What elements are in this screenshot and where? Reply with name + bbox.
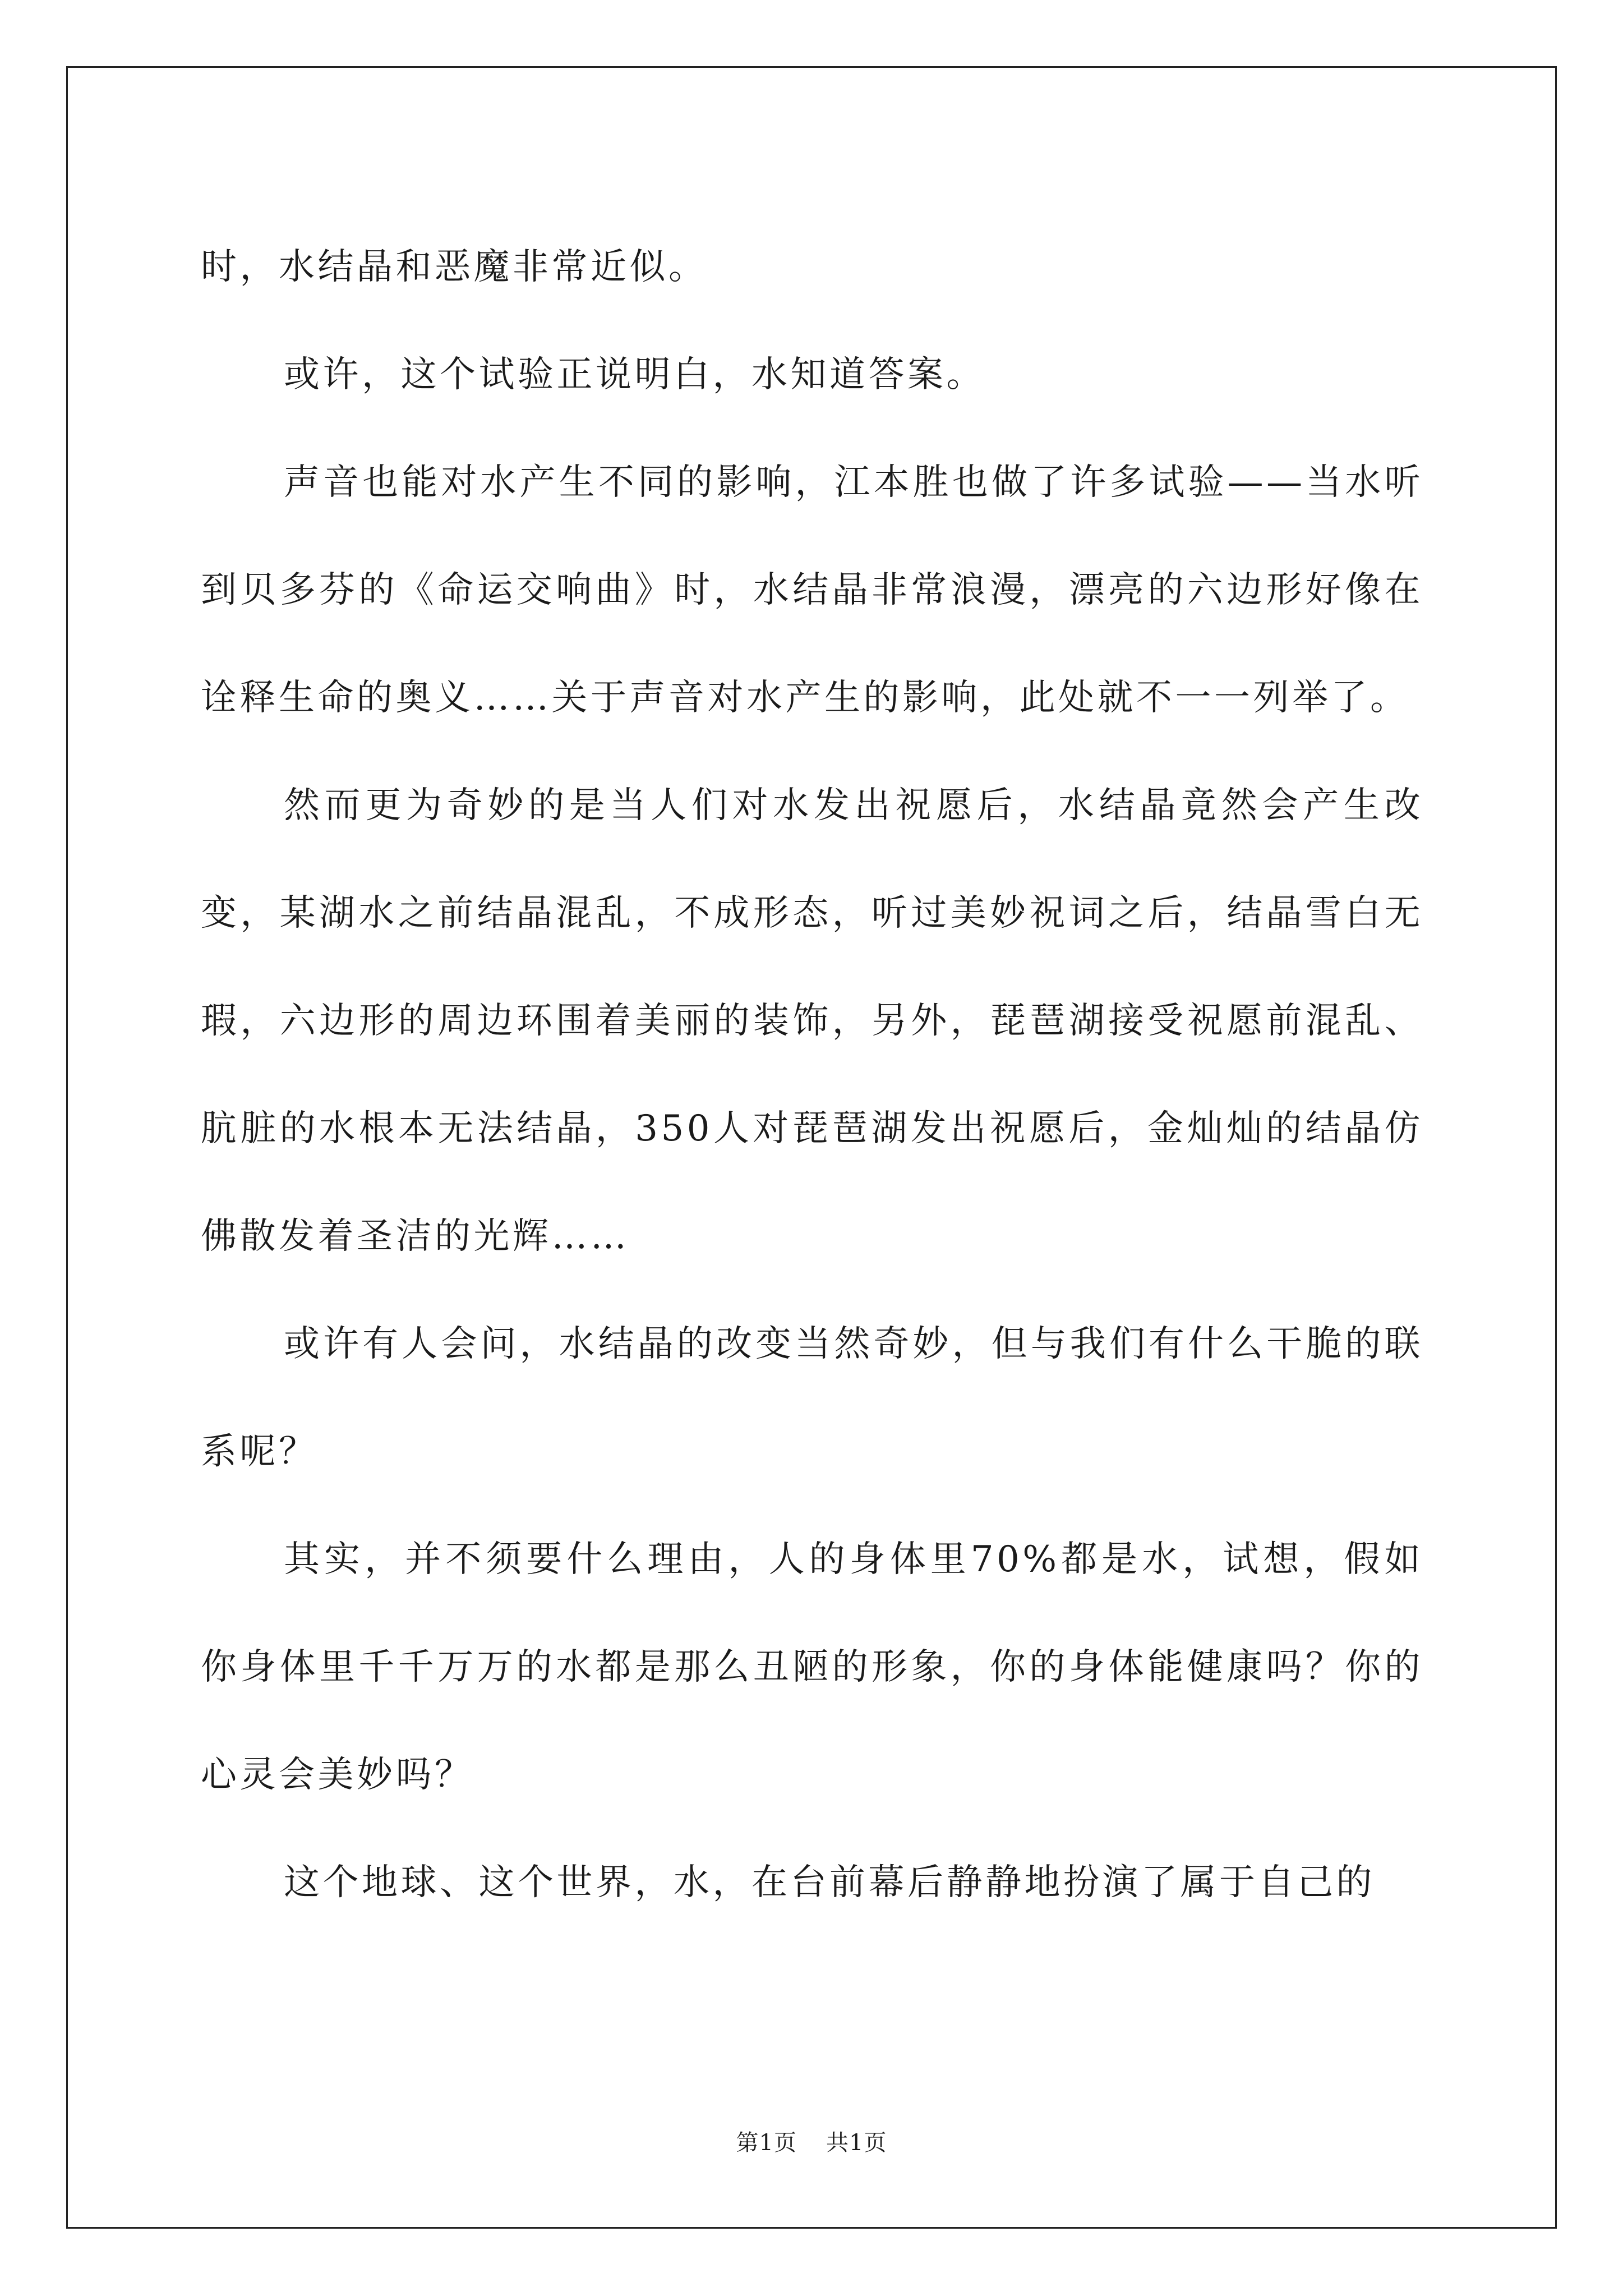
paragraph: 这个地球、这个世界，水，在台前幕后静静地扮演了属于自己的 — [284, 1862, 1375, 1903]
paragraph-continuation: 时，水结晶和恶魔非常近似。 — [201, 246, 708, 288]
paragraph: 或许有人会问，水结晶的改变当然奇妙，但与我们有什么干脆的联系呢？ — [201, 1323, 1423, 1473]
page-footer — [0, 2125, 1623, 2157]
paragraph: 然而更为奇妙的是当人们对水发出祝愿后，水结晶竟然会产生改变，某湖水之前结晶混乱，不成形态，听过美妙祝词之后，结晶雪白无瑕，六边形的周边环围着美丽的装饰，另外，琵琶湖接受祝愿前混乱、肮脏的水根本无法结晶，350人对琵琶湖发出祝愿后，金灿灿的结晶仿佛散发着圣洁的光辉…… — [201, 785, 1423, 1257]
paragraph: 声音也能对水产生不同的影响，江本胜也做了许多试验——当水听到贝多芬的《命运交响曲》时，水结晶非常浪漫，漂亮的六边形好像在诠释生命的奥义……关于声音对水产生的影响，此处就不一一列举了。 — [201, 462, 1423, 719]
paragraph: 或许，这个试验正说明白，水知道答案。 — [284, 354, 985, 395]
document-body — [201, 213, 1423, 1936]
page-number: 第1页 — [736, 2130, 797, 2156]
paragraph: 其实，并不须要什么理由，人的身体里70%都是水，试想，假如你身体里千千万万的水都是那么丑陋的形象，你的身体能健康吗？你的心灵会美妙吗？ — [201, 1539, 1423, 1796]
page-total: 共1页 — [826, 2130, 887, 2156]
